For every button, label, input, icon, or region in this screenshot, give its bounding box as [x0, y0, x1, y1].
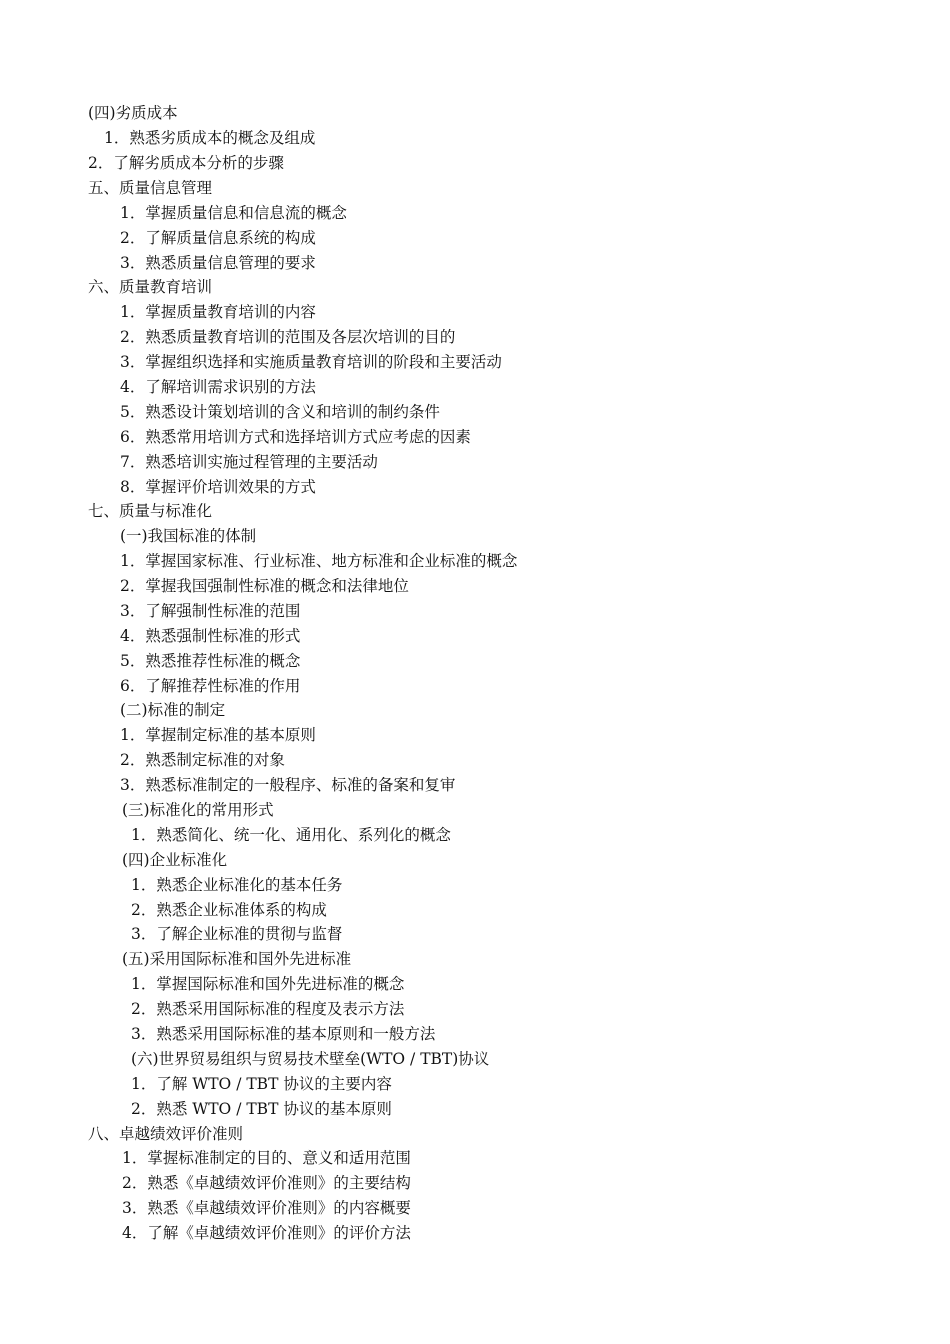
list-item: 1．掌握质量信息和信息流的概念: [120, 204, 347, 222]
subsection-heading: (四)企业标准化: [122, 851, 228, 869]
list-item: 1．熟悉简化、统一化、通用化、系列化的概念: [131, 826, 451, 844]
list-item: 4．了解《卓越绩效评价准则》的评价方法: [122, 1224, 411, 1242]
list-item: 3．了解强制性标准的范围: [120, 602, 301, 620]
subsection-heading: (二)标准的制定: [120, 701, 226, 719]
list-item: 1．掌握质量教育培训的内容: [120, 303, 316, 321]
list-item: 5．熟悉设计策划培训的含义和培训的制约条件: [120, 403, 440, 421]
list-item: 4．了解培训需求识别的方法: [120, 378, 316, 396]
list-item: 2．了解劣质成本分析的步骤: [88, 154, 284, 172]
list-item: 2．熟悉采用国际标准的程度及表示方法: [131, 1000, 405, 1018]
list-item: 2．掌握我国强制性标准的概念和法律地位: [120, 577, 409, 595]
list-item: 2．了解质量信息系统的构成: [120, 229, 316, 247]
list-item: 4．熟悉强制性标准的形式: [120, 627, 301, 645]
section-heading: 八、卓越绩效评价准则: [88, 1125, 244, 1143]
section-heading: 七、质量与标准化: [88, 502, 213, 520]
subsection-heading: (六)世界贸易组织与贸易技术壁垒(WTO / TBT)协议: [131, 1050, 490, 1068]
list-item: 6．熟悉常用培训方式和选择培训方式应考虑的因素: [120, 428, 471, 446]
list-item: 3．熟悉标准制定的一般程序、标准的备案和复审: [120, 776, 456, 794]
section-heading: 六、质量教育培训: [88, 278, 213, 296]
list-item: 1．熟悉企业标准化的基本任务: [131, 876, 343, 894]
list-item: 1．掌握国家标准、行业标准、地方标准和企业标准的概念: [120, 552, 518, 570]
list-item: 3．熟悉质量信息管理的要求: [120, 254, 316, 272]
list-item: 2．熟悉制定标准的对象: [120, 751, 285, 769]
list-item: 2．熟悉企业标准体系的构成: [131, 901, 327, 919]
list-item: 6．了解推荐性标准的作用: [120, 677, 301, 695]
section-heading: 五、质量信息管理: [88, 179, 213, 197]
list-item: 3．熟悉《卓越绩效评价准则》的内容概要: [122, 1199, 411, 1217]
list-item: 1．掌握标准制定的目的、意义和适用范围: [122, 1149, 411, 1167]
list-item: 1．掌握制定标准的基本原则: [120, 726, 316, 744]
section-heading: (四)劣质成本: [88, 104, 178, 122]
list-item: 3．熟悉采用国际标准的基本原则和一般方法: [131, 1025, 436, 1043]
list-item: 1．熟悉劣质成本的概念及组成: [104, 129, 316, 147]
subsection-heading: (一)我国标准的体制: [120, 527, 257, 545]
list-item: 2．熟悉 WTO / TBT 协议的基本原则: [131, 1100, 392, 1118]
list-item: 7．熟悉培训实施过程管理的主要活动: [120, 453, 378, 471]
list-item: 5．熟悉推荐性标准的概念: [120, 652, 301, 670]
list-item: 3．掌握组织选择和实施质量教育培训的阶段和主要活动: [120, 353, 502, 371]
subsection-heading: (三)标准化的常用形式: [122, 801, 274, 819]
list-item: 1．了解 WTO / TBT 协议的主要内容: [131, 1075, 392, 1093]
list-item: 2．熟悉《卓越绩效评价准则》的主要结构: [122, 1174, 411, 1192]
subsection-heading: (五)采用国际标准和国外先进标准: [122, 950, 352, 968]
list-item: 2．熟悉质量教育培训的范围及各层次培训的目的: [120, 328, 456, 346]
list-item: 8．掌握评价培训效果的方式: [120, 478, 316, 496]
list-item: 3．了解企业标准的贯彻与监督: [131, 925, 343, 943]
list-item: 1．掌握国际标准和国外先进标准的概念: [131, 975, 405, 993]
